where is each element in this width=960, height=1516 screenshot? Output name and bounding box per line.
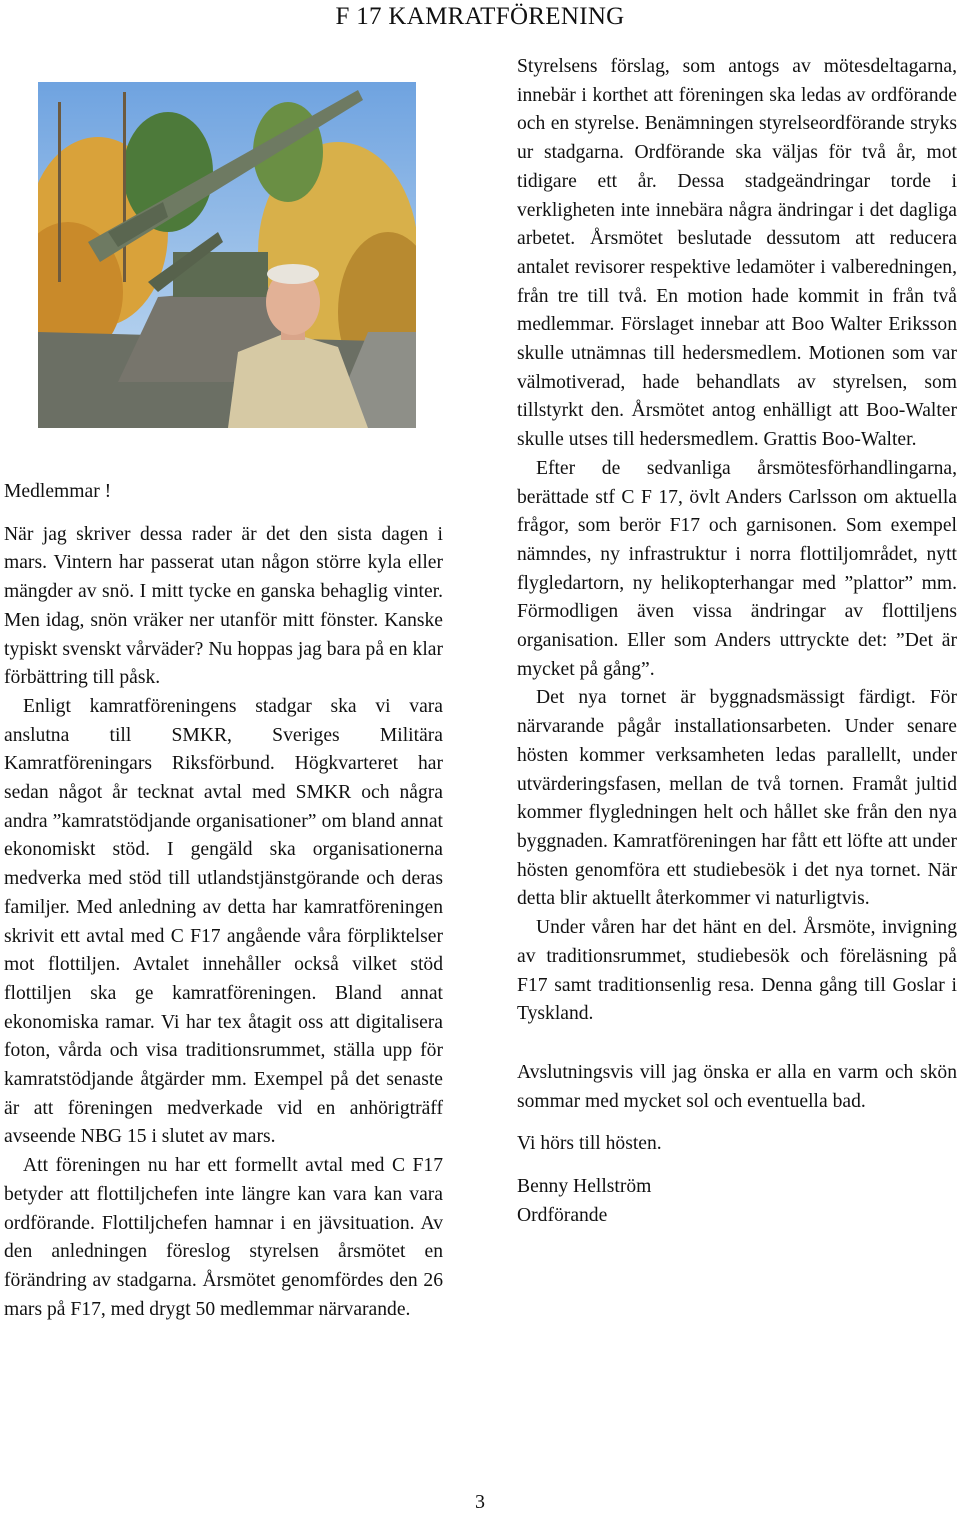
left-column	[4, 478, 443, 1324]
paragraph: Efter de sedvanliga årsmötesförhandlingarna, berättade stf C F 17, övlt Anders Carlsson om aktuella frågor, som berör F17 och garnisonen. Som exempel nämndes, ny infrastruktur i norra flottiljområdet, nytt flygledartorn, ny helikopterhangar med ”plattor” mm. Förmodligen även vissa ändringar av flottiljens organisation. Eller som Anders uttryckte det: ”Det är mycket på gång”.	[517, 457, 957, 680]
right-column	[517, 53, 957, 1230]
paragraph: Det nya tornet är byggnadsmässigt färdigt. För närvarande pågår installationsarbeten. Under senare hösten kommer verksamheten ledas parallellt, under utvärderingsfasen, mellan de två tornen. Framåt jultid kommer flygledningen helt och hållet ske från den nya byggnaden. Kamratföreningen har fått ett löfte att under hösten genomföra ett studiebesök i det nya tornet. När detta blir aktuellt återkommer vi naturligtvis.	[517, 687, 957, 910]
paragraph: Att föreningen nu har ett formellt avtal med C F17 betyder att flottiljchefen inte längre kan vara kan vara ordförande. Flottiljchefen hamnar i en jävsituation. Av den anledningen föreslog styrelsen årsmötet en förändring av stadgarna. Årsmötet genomfördes den 26 mars på F17, med drygt 50 medlemmar närvarande.	[4, 1155, 443, 1320]
page-header: F 17 KAMRATFÖRENING	[335, 3, 625, 30]
paragraph: Styrelsens förslag, som antogs av mötesdeltagarna, innebär i korthet att föreningen ska ledas av ordförande och en styrelse. Benämningen styrelseordförande stryks ur stadgarna. Ordförande ska väljas för två år, mot tidigare ett år. Dessa stadgeändringar torde i verkligheten inte innebära några ändringar i det dagliga arbetet. Årsmötet beslutade dessutom att reducera antalet revisorer respektive ledamöter i valberedningen, från tre till två. En motion hade kommit in från två medlemmar. Förslaget innebar att Boo Walter Eriksson skulle utnämnas till hedersmedlem. Motionen som var välmotiverad, hade behandlats av styrelsen, som tillstyrkt den. Årsmötet antog enhälligt att Boo-Walter skulle utses till hedersmedlem. Grattis Boo-Walter.	[517, 56, 957, 451]
paragraph: När jag skriver dessa rader är det den sista dagen i mars. Vintern har passerat utan någon större kyla eller mängder av snö. I mitt tycke en ganska behaglig vinter. Men idag, snön vräker ner utanför mitt fönster. Kanske typiskt svenskt vårväder? Nu hoppas jag bara på en klar förbättring till påsk.	[4, 523, 443, 689]
signature-name: Benny Hellström	[517, 1176, 652, 1198]
paragraph: Avslutningsvis vill jag önska er alla en varm och skön sommar med mycket sol och eventuella bad.	[517, 1061, 957, 1112]
closing-line: Vi hörs till hösten.	[517, 1133, 662, 1155]
greeting: Medlemmar !	[4, 481, 112, 502]
signature-title: Ordförande	[517, 1204, 608, 1226]
paragraph: Under våren har det hänt en del. Årsmöte, invigning av traditionsrummet, studiebesök och föreläsning på F17 samt traditionsenlig resa. Denna gång till Goslar i Tyskland.	[517, 917, 957, 1025]
page-number: 3	[475, 1491, 485, 1513]
photo-missile-and-man	[38, 82, 416, 428]
paragraph: Enligt kamratföreningens stadgar ska vi vara anslutna till SMKR, Sveriges Militära Kamratföreningars Riksförbund. Högkvarteret har sedan något år tecknat avtal med SMKR och några andra ”kamratstödjande organisationer” om bland annat ekonomiskt stöd. I gengäld ska organisationerna medverka med stöd till utlandstjänstgörande och deras familjer. Med anledning av detta har kamratföreningen skrivit ett avtal med C F17 angående våra förpliktelser mot flottiljen. Avtalet innehåller också vilket stöd flottiljen ska ge kamratföreningen. Bland annat ekonomiska ramar. Vi har tex åtagit oss att digitalisera foton, vårda och visa traditionsrummet, ställa upp för kamratstödjande åtgärder mm. Exempel på det senaste är att föreningen medverkade vid en anhörigträff avseende NBG 15 i slutet av mars.	[4, 695, 443, 1148]
